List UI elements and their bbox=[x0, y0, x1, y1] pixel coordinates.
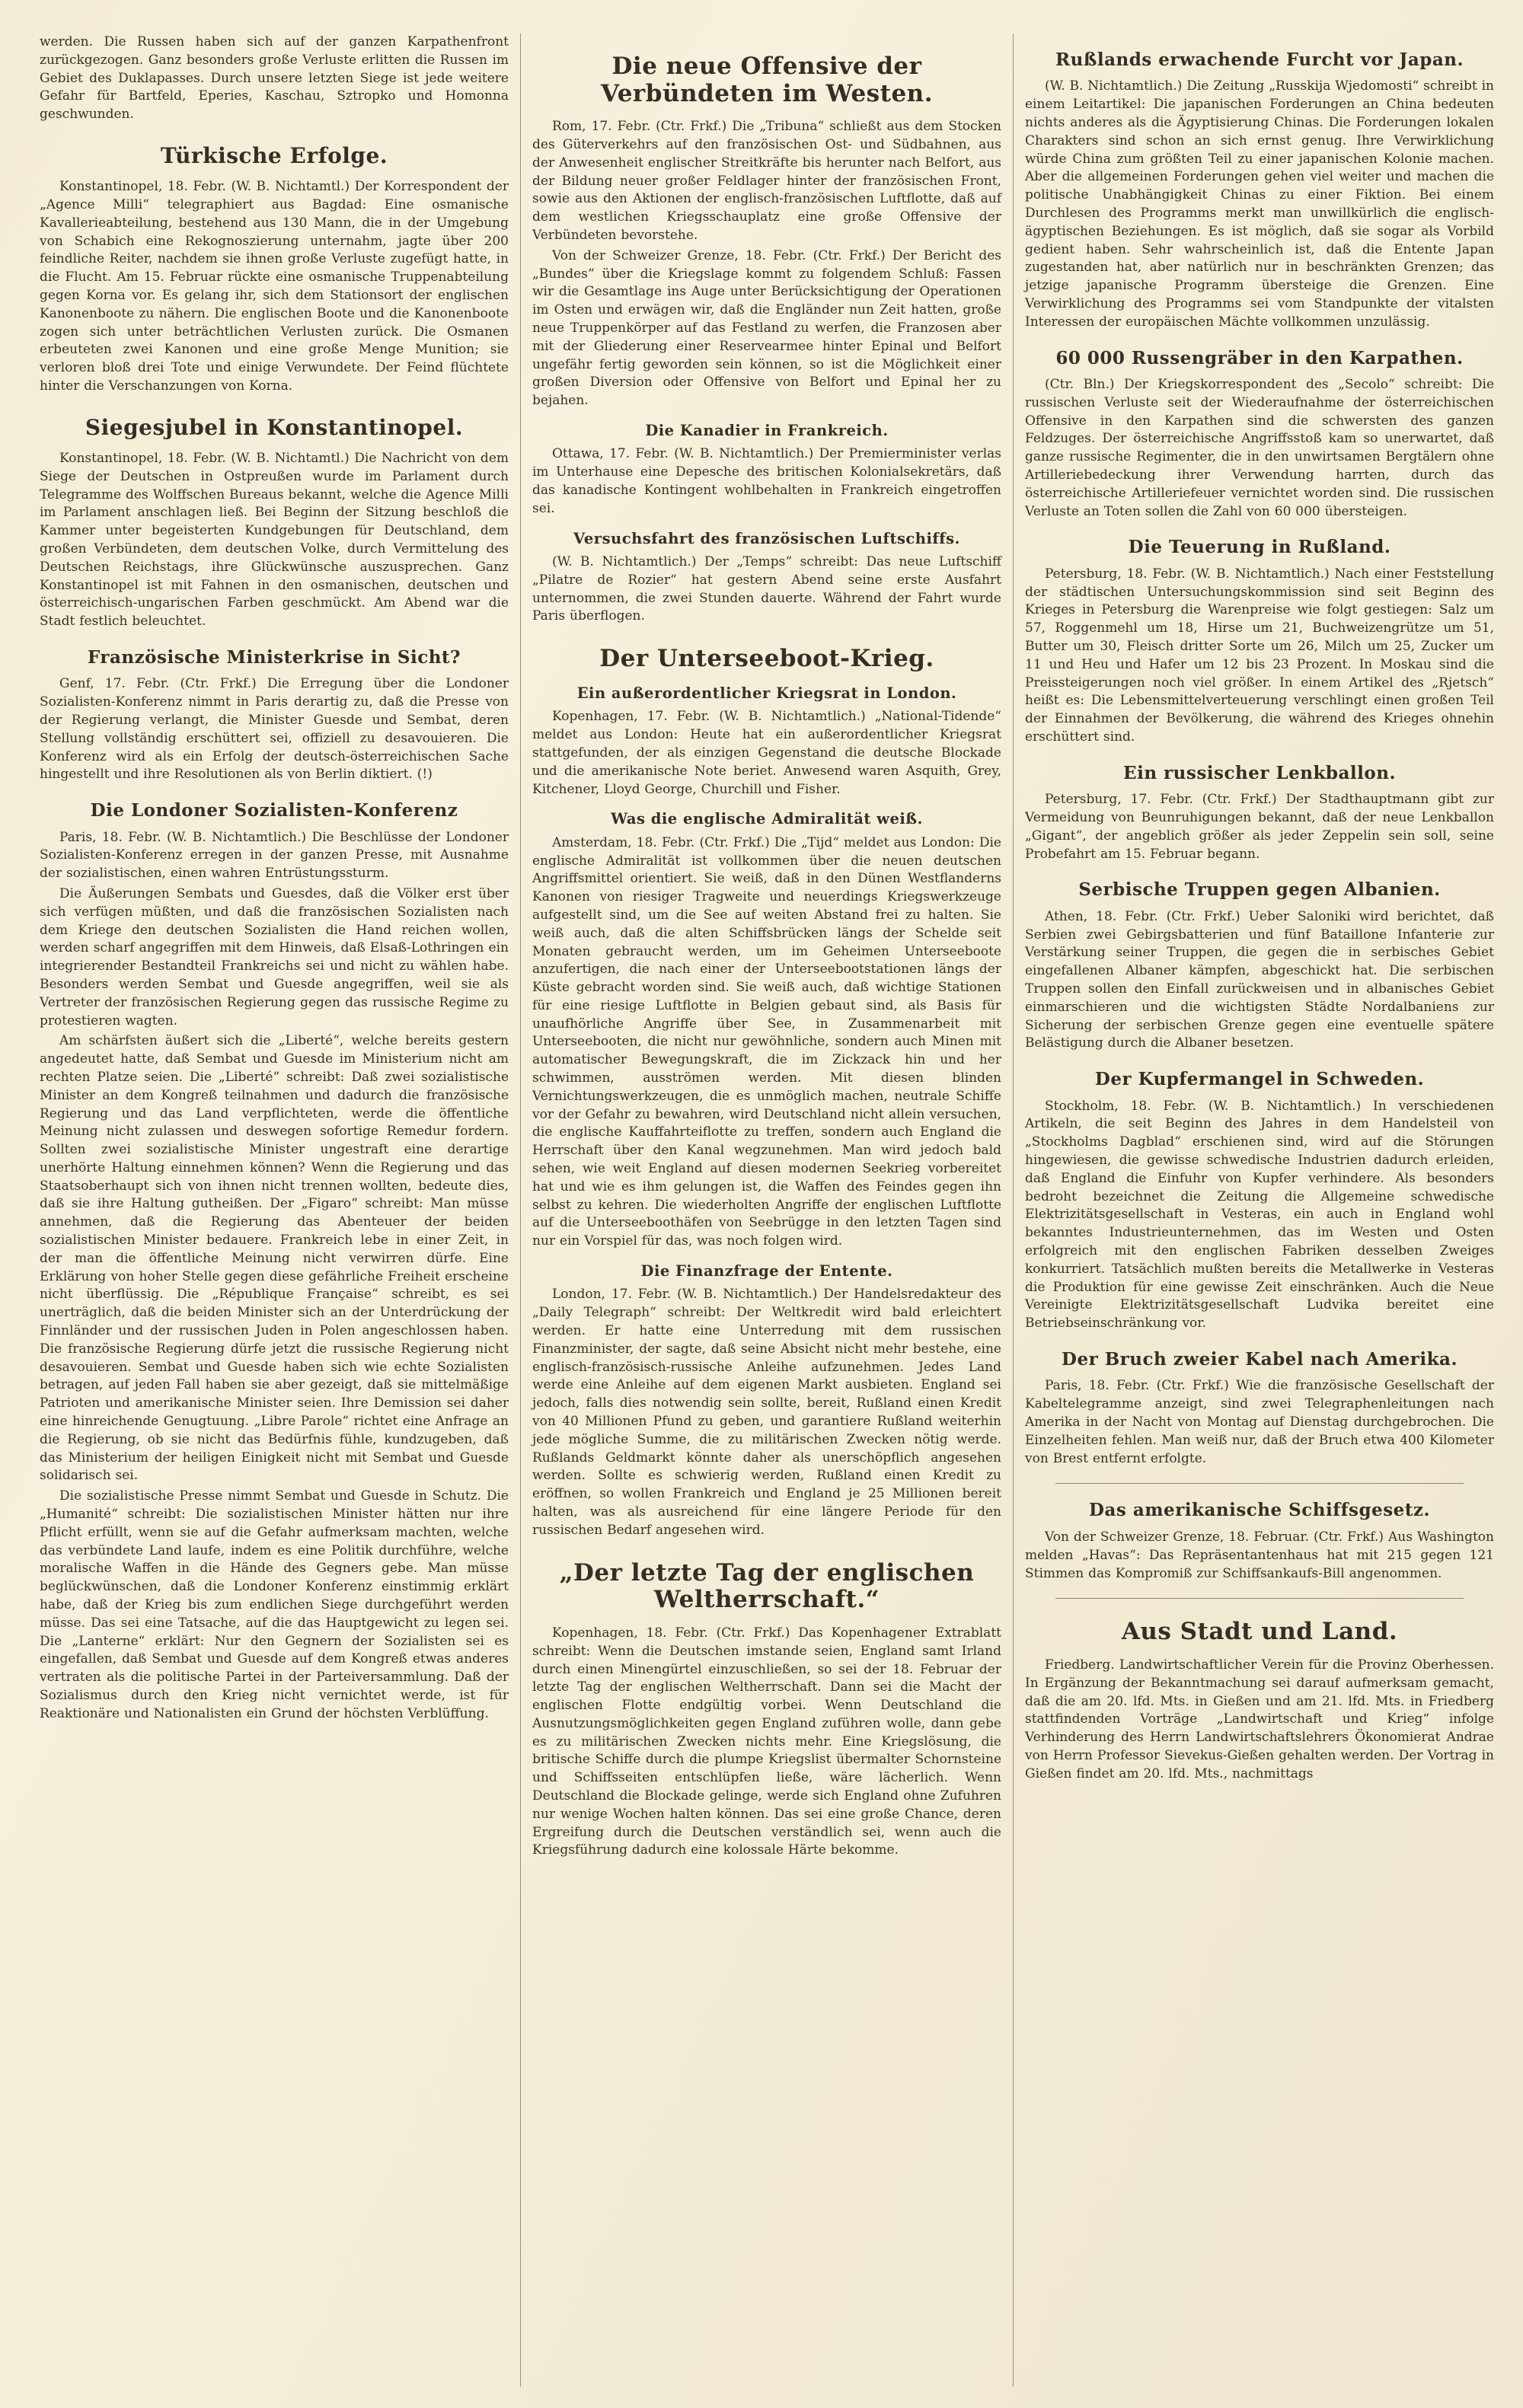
article-paragraph: Konstantinopel, 18. Febr. (W. B. Nichtamtl.) Die Nachricht von dem Siege der Deutschen in Ostpreußen wurde im Parlament durch Telegramme des Wolffschen Bureaus bekannt, welche die Agence Milli im Parlament anschlagen ließ. Bei Beginn der Sitzung beschloß die Kammer unter begeisterten Kundgebungen für Deutschland, dem großen Verbündeten, dem deutschen Volke, durch Vermittelung des Deutschen Reichstags, ihre Glückwünsche auszusprechen. Ganz Konstantinopel ist mit Fahnen in den osmanischen, deutschen und österreichisch-ungarischen Farben geschmückt. Am Abend war die Stadt festlich beleuchtet. bbox=[40, 450, 509, 630]
newspaper-column-right bbox=[1025, 33, 1494, 2387]
article-headline: „Der letzte Tag der englischen Weltherrschaft.“ bbox=[559, 1558, 975, 1614]
article-headline: Französische Ministerkrise in Sicht? bbox=[87, 646, 461, 668]
article-tuerkische-erfolge bbox=[40, 144, 509, 396]
article-englische-admiralitaet bbox=[532, 811, 1001, 1251]
article-paragraph: Von der Schweizer Grenze, 18. Febr. (Ctr. Frkf.) Der Bericht des „Bundes“ über die Kriegslage kommt zu folgendem Schluß: Fassen wir die Gesamtlage ins Auge unter Berücksichtigung der Operationen im Osten und erwägen wir, daß die Engländer nun Zeit hatten, große neue Truppenkörper auf das Festland zu werfen, die Franzosen aber mit der Gliederung einer Reservearmee hinter Epinal und Belfort ungefähr fertig geworden sein können, so ist die Möglichkeit einer großen Diversion oder Offensive von Belfort und Epinal her zu bejahen. bbox=[532, 247, 1001, 409]
article-headline: Aus Stadt und Land. bbox=[1121, 1618, 1398, 1646]
article-paragraph: Athen, 18. Febr. (Ctr. Frkf.) Ueber Saloniki wird berichtet, daß Serbien zwei Gebirgsbatterien und fünf Bataillone Infanterie zur Verstärkung seiner Truppen, die gegen die in serbisches Gebiet eingefallenen Albaner kämpfen, abgeschickt hat. Die serbischen Truppen sollen den Einfall zurückweisen und in albanisches Gebiet einmarschieren und die wichtigsten Städte Nordalbaniens zur Sicherung der serbischen Grenze gegen eine eventuelle spätere Belästigung durch die Albaner besetzen. bbox=[1025, 908, 1494, 1051]
newspaper-column-center bbox=[532, 33, 1001, 2387]
article-franzoesische-ministerkrise bbox=[40, 648, 509, 784]
article-paragraph: (W. B. Nichtamtlich.) Die Zeitung „Russkija Wjedomosti“ schreibt in einem Leitartikel: Die japanischen Forderungen an China bedeuten nichts anderes als die Ägyptisierung Chinas. Die Forderungen lokalen Charakters sind schon an sich ernst genug. Ihre Verwirklichung würde China zum größten Teil zu einer japanischen Kolonie machen. Aber die allgemeinen Forderungen gehen viel weiter und machen die politische Unabhängigkeit Chinas zu einer Fiktion. Bei einem Durchlesen des Programms merkt man unwillkürlich die englisch-ägyptischen Beziehungen. Es ist möglich, daß sie sogar als Vorbild gedient haben. Sehr wahrscheinlich ist, daß die Entente Japan zugestanden hat, aber natürlich nur in beschränkten Grenzen; das jetzige japanische Programm übersteige die Grenzen. Eine Verwirklichung des Programms sei vom Standpunkte der vitalsten Interessen der europäischen Mächte vollkommen unzulässig. bbox=[1025, 78, 1494, 330]
article-paragraph: Die Äußerungen Sembats und Guesdes, daß die Völker erst über sich verfügen müßten, und daß die französischen Sozialisten nach dem Kriege den deutschen Sozialisten die Hand reichen wollen, werden scharf angegriffen mit dem Hinweis, daß Elsaß-Lothringen ein integrierender Bestandteil Frankreichs sei und nicht zu wählen habe. Besonders werden Sembat und Guesde angegriffen, weil sie als Vertreter der französischen Regierung gegen das russische Regime zu protestieren wagten. bbox=[40, 885, 509, 1029]
article-paragraph: Paris, 18. Febr. (Ctr. Frkf.) Wie die französische Gesellschaft der Kabeltelegramme anzeigt, sind zwei Telegraphenleitungen nach Amerika in der Nacht von Montag auf Dienstag durchgebrochen. Die Einzelheiten fehlen. Man weiß nur, daß der Bruch etwa 400 Kilometer von Brest entfernt erfolgte. bbox=[1025, 1378, 1494, 1466]
article-headline: Die Kanadier in Frankreich. bbox=[645, 422, 889, 440]
article-teuerung-russland bbox=[1025, 537, 1494, 746]
section-rule bbox=[1055, 1483, 1464, 1484]
article-serbische-truppen-albanien bbox=[1025, 880, 1494, 1053]
article-neue-offensive-westen bbox=[532, 53, 1001, 410]
article-headline: Die Finanzfrage der Entente. bbox=[640, 1262, 893, 1281]
article-headline: Rußlands erwachende Furcht vor Japan. bbox=[1055, 49, 1464, 70]
article-paragraph: Genf, 17. Febr. (Ctr. Frkf.) Die Erregung über die Londoner Sozialisten-Konferenz nimmt in Paris derartig zu, daß die Presse von der Regierung verlangt, die Minister Guesde und Sembat, deren Stellung vollständig erschüttert sei, offiziell zu desavouieren. Die Konferenz wird als ein Erfolg der deutsch-österreichischen Sache hingestellt und ihre Resolutionen als von Berlin diktiert. (!) bbox=[40, 676, 509, 783]
article-paragraph: Stockholm, 18. Febr. (W. B. Nichtamtlich.) In verschiedenen Artikeln, die seit Beginn des Jahres in dem Handelsteil von „Stockholms Dagblad“ erschienen sind, wird auf die Störungen hingewiesen, die gewisse schwedische Industrien dadurch erleiden, daß England die Einfuhr von Kupfer verhindere. Als besonders bedroht bezeichnet die Zeitung die Allgemeine schwedische Elektrizitätsgesellschaft in Vesteras, ein auch in England wohl bekanntes Industrieunternehmen, das im Westen und Osten erfolgreich mit den englischen Fabriken desselben Zweiges konkurriert. Tatsächlich mußten bereits die Metallwerke in Vesteras die Produktion für eine gewisse Zeit einschränken. Auch die Neue Vereinigte Elektrizitätsgesellschaft Ludvika bereitet eine Betriebseinschränkung vor. bbox=[1025, 1098, 1494, 1332]
article-russlands-furcht-japan bbox=[1025, 50, 1494, 332]
article-continuation-karpathenfront bbox=[40, 33, 509, 124]
article-russischer-lenkballon bbox=[1025, 764, 1494, 864]
article-kanadier-frankreich bbox=[532, 423, 1001, 518]
article-paragraph: Amsterdam, 18. Febr. (Ctr. Frkf.) Die „Tijd“ meldet aus London: Die englische Admiralität ist vollkommen über die neuen deutschen Angriffsmittel orientiert. Sie weiß, daß in den Dünen Westflanderns Kanonen von riesiger Tragweite und neuerdings Kriegswerkzeuge aufgestellt sind, um die See auf weiten Abstand frei zu halten. Sie weiß auch, daß die alten Schiffsbrücken längs der Schelde seit Monaten gebraucht werden, um im Geheimen Unterseeboote anzufertigen, die nach einer der Unterseebootstationen längs der Küste gebracht worden sind. Sie weiß auch, daß wichtige Stationen für eine riesige Luftflotte in Belgien gebaut sind, als Basis für unaufhörliche Angriffe über See, in Zusammenarbeit mit Unterseebooten, die nicht nur gewöhnliche, sondern auch Minen mit automatischer Bewegungskraft, die im Zickzack hin und her schwimmen, ausströmen werden. Mit diesen blinden Vernichtungswerkzeugen, die es unmöglich machen, neutrale Schiffe vor der Gefahr zu bewahren, wird Deutschland nicht allein versuchen, die englische Kauffahrteiflotte zu treffen, sondern auch England die Herrschaft über den Kanal wegzunehmen. Man wird jedoch bald sehen, wie weit England auf diesen modernen Seekrieg vorbereitet hat und wie es ihm gelungen ist, die Waffen des Feindes gegen ihn selbst zu kehren. Die wiederholten Angriffe der englischen Luftflotte auf die Unterseeboothäfen von Seebrügge in den letzten Tagen sind nur ein Vorspiel für das, was noch folgen wird. bbox=[532, 834, 1001, 1249]
column-divider bbox=[1013, 33, 1014, 2387]
article-versuchsfahrt-luftschiff bbox=[532, 531, 1001, 627]
article-paragraph: Rom, 17. Febr. (Ctr. Frkf.) Die „Tribuna“ schließt aus dem Stocken des Güterverkehrs auf den französischen Ost- und Südbahnen, aus der Anwesenheit englischer Streitkräfte bis herunter nach Belfort, aus der Bildung neuer großer Feldlager hinter der französischen Front, sowie aus den Aktionen der englisch-französischen Luftflotte, daß auf dem westlichen Kriegsschauplatz eine große Offensive der Verbündeten bevorstehe. bbox=[532, 119, 1001, 244]
article-unterseeboot-krieg bbox=[532, 646, 1001, 673]
article-paragraph: Die sozialistische Presse nimmt Sembat und Guesde in Schutz. Die „Humanité“ schreibt: Die sozialistischen Minister hätten nur ihre Pflicht erfüllt, wenn sie auf die Gefahr aufmerksam machten, welche das verbündete Land laufe, indem es eine Politik durchführe, welche moralische Waffen in die Hände des Gegners gebe. Man müsse beglückwünschen, daß die Londoner Konferenz einstimmig erklärt habe, daß der Krieg bis zum endlichen Siege durchgeführt werden müsse. Das sei eine Tatsache, auf die das Hauptgewicht zu legen sei. Die „Lanterne“ erklärt: Nur den Gegnern der Sozialisten sei es eingefallen, daß Sembat und Guesde auf dem Kongreß etwas anderes vertraten als die politische Partei in der Parteiversammlung. Daß der Sozialismus durch den Krieg nicht vernichtet werde, ist für Reaktionäre und Nationalisten ein Grund der höchsten Verblüffung. bbox=[40, 1488, 509, 1721]
article-letzter-tag-weltherrschaft bbox=[532, 1560, 1001, 1861]
article-headline: Der Kupfermangel in Schweden. bbox=[1094, 1069, 1425, 1090]
article-aus-stadt-und-land bbox=[1025, 1598, 1494, 1783]
article-headline: Ein russischer Lenkballon. bbox=[1123, 762, 1396, 783]
article-headline: 60 000 Russengräber in den Karpathen. bbox=[1055, 347, 1464, 368]
article-paragraph: Kopenhagen, 18. Febr. (Ctr. Frkf.) Das Kopenhagener Extrablatt schreibt: Wenn die Deutschen imstande seien, England samt Irland durch einen Minengürtel einzuschließen, so sei der 18. Februar der letzte Tag der englischen Weltherrschaft. Dann sei die Macht der englischen Flotte endgültig vorbei. Wenn Deutschland die Ausnutzungsmöglichkeiten gegen England zuführen wolle, dann gebe es zu militärischen Zwecken nichts mehr. Eine Kriegslösung, die britische Schiffe durch die plumpe Kriegslist übermalter Schornsteine und Schiffsseiten entschlüpfen ließe, wäre lächerlich. Wenn Deutschland die Blockade gelinge, werde sich England ohne Zufuhren nur wenige Wochen halten können. Das sei eine große Chance, deren Ergreifung durch die Deutschen verständlich sei, wenn auch die Kriegsführung dadurch eine kolossale Härte bekomme. bbox=[532, 1625, 1001, 1858]
article-paragraph: Am schärfsten äußert sich die „Liberté“, welche bereits gestern angedeutet hatte, daß Sembat und Guesde im Ministerium nicht am rechten Platze seien. Die „Liberté“ schreibt: Daß zwei sozialistische Minister an dem Kongreß teilnahmen und dadurch die französische Regierung und das Land verpflichteten, werde die öffentliche Meinung nicht zulassen und deswegen sofortige Remedur fordern. Sollten zwei sozialistische Minister ungestraft eine derartige unerhörte Haltung einnehmen können? Wenn die Regierung und das Staatsoberhaupt sich von ihnen nicht trennen wollten, bedeute dies, daß sie ihre Haltung gutheißen. Der „Figaro“ schreibt: Man müsse annehmen, daß die Regierung das Abenteuer der beiden sozialistischen Minister bedauere. Frankreich lebe in einer Zeit, in der man die öffentliche Meinung nicht verwirren dürfe. Eine Erklärung von hoher Stelle gegen diese gefährliche Freiheit erscheine nicht überflüssig. Die „République Française“ schreibt, es sei unerträglich, daß die beiden Minister sich an der Unterdrückung der Finnländer und der russischen Juden in Polen angeschlossen haben. Die französische Regierung dürfe jetzt die russische Regierung nicht desavouieren. Sembat und Guesde haben sich wie echte Sozialisten betragen, auf jeden Fall haben sie aber gezeigt, daß sie mittelmäßige Patrioten und amerikanische Minister seien. Ihre Demission sei daher eine hinreichende Genugtuung. „Libre Parole“ richtet eine Anfrage an die Regierung, ob sie nicht das Bedürfnis fühle, kundzugeben, daß das Ministerium der heiligen Einigkeit nicht mit Sembat und Guesde solidarisch sei. bbox=[40, 1033, 509, 1484]
article-kriegsrat-london bbox=[532, 685, 1001, 799]
article-headline: Was die englische Admiralität weiß. bbox=[611, 810, 923, 828]
article-headline: Das amerikanische Schiffsgesetz. bbox=[1089, 1500, 1430, 1521]
article-amerikanisches-schiffsgesetz bbox=[1025, 1483, 1494, 1583]
newspaper-column-left bbox=[40, 33, 509, 2387]
article-russengraeber-karpathen bbox=[1025, 349, 1494, 521]
article-paragraph: (W. B. Nichtamtlich.) Der „Temps“ schreibt: Das neue Luftschiff „Pilatre de Rozier“ hat gestern Abend seine erste Ausfahrt unternommen, die zwei Stunden dauerte. Während der Fahrt wurde Paris überflogen. bbox=[532, 554, 1001, 624]
article-finanzfrage-entente bbox=[532, 1263, 1001, 1540]
article-headline: Serbische Truppen gegen Albanien. bbox=[1078, 879, 1441, 901]
section-rule bbox=[1055, 1598, 1464, 1599]
article-kabelbruch-amerika bbox=[1025, 1350, 1494, 1468]
article-paragraph: London, 17. Febr. (W. B. Nichtamtlich.) Der Handelsredakteur des „Daily Telegraph“ schreibt: Der Weltkredit wird bald erleichtert werden. Er hatte eine Unterredung mit dem russischen Finanzminister, der sagte, daß seine Absicht nicht mehr bestehe, eine englisch-französisch-russische Anleihe aufzunehmen. Jedes Land werde eine Anleihe auf dem eigenen Markt ausbieten. England sei jedoch, falls dies notwendig sein sollte, bereit, Rußland einen Kredit von 40 Millionen Pfund zu geben, und garantiere Rußland weiterhin jede mögliche Summe, die zu militärischen Zwecken nötig werde. Rußlands Geldmarkt könnte daher als unerschöpflich angesehen werden. Sollte es schwierig werden, Rußland einen Kredit zu eröffnen, so wollen Frankreich und England je 25 Millionen bereit halten, was als ausreichend für eine längere Periode für den russischen Bedarf angesehen wird. bbox=[532, 1287, 1001, 1538]
article-paragraph: (Ctr. Bln.) Der Kriegskorrespondent des „Secolo“ schreibt: Die russischen Verluste seit der Wiederaufnahme der österreichischen Offensive in den Karpathen sind die schwersten des ganzen Feldzuges. Der österreichische Angriffsstoß kam so unerwartet, daß ganze russische Regimenter, die in den unwirtsamen Bergtälern ohne Artilleriebedeckung ihrer Verwendung harrten, durch das österreichische Artilleriefeuer vernichtet worden sind. Die russischen Verluste an Toten sollen die Zahl von 60 000 übersteigen. bbox=[1025, 377, 1494, 519]
article-kupfermangel-schweden bbox=[1025, 1070, 1494, 1333]
article-paragraph: Petersburg, 18. Febr. (W. B. Nichtamtlich.) Nach einer Feststellung der städtischen Untersuchungskommission sind seit Beginn des Krieges in Petersburg die Warenpreise wie folgt gestiegen: Salz um 57, Roggenmehl um 18, Hirse um 21, Buchweizengrütze um 51, Butter um 30, Fleisch dritter Sorte um 26, Milch um 25, Zucker um 11 und Heu und Hafer um 12 bis 23 Prozent. In Moskau sind die Preissteigerungen noch viel größer. In einem Artikel des „Rjetsch“ heißt es: Die Lebensmittelverteuerung verschlingt einen großen Teil der Einnahmen der Bevölkerung, die während des Krieges ohnehin erschüttert sind. bbox=[1025, 566, 1494, 745]
article-headline: Die neue Offensive der Verbündeten im Westen. bbox=[601, 53, 933, 107]
article-headline: Siegesjubel in Konstantinopel. bbox=[85, 414, 464, 440]
article-headline: Der Bruch zweier Kabel nach Amerika. bbox=[1062, 1349, 1458, 1370]
article-paragraph: Petersburg, 17. Febr. (Ctr. Frkf.) Der Stadthauptmann gibt zur Vermeidung von Beunruhigungen bekannt, daß der neue Lenkballon „Gigant“, der angeblich größer als jeder Zeppelin sein soll, seine Probefahrt am 15. Februar begann. bbox=[1025, 792, 1494, 862]
article-headline: Der Unterseeboot-Krieg. bbox=[599, 645, 934, 673]
article-paragraph: Kopenhagen, 17. Febr. (W. B. Nichtamtlich.) „National-Tidende“ meldet aus London: Heute hat ein außerordentlicher Kriegsrat stattgefunden, der als einzigen Gegenstand die deutsche Blockade und die amerikanische Note beriet. Anwesend waren Asquith, Grey, Kitchener, Lloyd George, Churchill und Fisher. bbox=[532, 709, 1001, 797]
article-paragraph: Von der Schweizer Grenze, 18. Februar. (Ctr. Frkf.) Aus Washington melden „Havas“: Das Repräsentantenhaus hat mit 215 gegen 121 Stimmen das Kompromiß zur Schiffsankaufs-Bill angenommen. bbox=[1025, 1529, 1494, 1581]
article-siegesjubel-konstantinopel bbox=[40, 416, 509, 631]
article-paragraph: werden. Die Russen haben sich auf der ganzen Karpathenfront zurückgezogen. Ganz besonders große Verluste erlitten die Russen im Gebiet des Duklapasses. Durch unsere letzten Siege ist jede weitere Gefahr für Bartfeld, Eperies, Kaschau, Sztropko und Homonna geschwunden. bbox=[40, 34, 509, 123]
article-headline: Die Londoner Sozialisten-Konferenz bbox=[90, 800, 458, 821]
article-paragraph: Ottawa, 17. Febr. (W. B. Nichtamtlich.) Der Premierminister verlas im Unterhause eine Depesche des britischen Kolonialsekretärs, daß das kanadische Kontingent wohlbehalten in Frankreich eingetroffen sei. bbox=[532, 446, 1001, 516]
article-headline: Ein außerordentlicher Kriegsrat in London. bbox=[576, 684, 957, 702]
article-londoner-sozialisten-konferenz bbox=[40, 801, 509, 1723]
article-paragraph: Konstantinopel, 18. Febr. (W. B. Nichtamtl.) Der Korrespondent der „Agence Milli“ telegraphiert aus Bagdad: Eine osmanische Kavallerieabteilung, bestehend aus 130 Mann, die in der Umgebung von Schabich eine Rekognoszierung unternahm, jagte über 200 feindliche Reiter, nachdem sie ihnen große Verluste zugefügt hatte, in die Flucht. Am 15. Februar rückte eine osmanische Truppenabteilung gegen Korna vor. Es gelang ihr, sich dem Stationsort der englischen Kanonenboote zu nähern. Die englischen Boote und die Kanonenboote zogen sich unter beträchtlichen Verlusten zurück. Die Osmanen erbeuteten zwei Kanonen und eine große Menge Munition; sie verloren bloß drei Tote und einige Verwundete. Der Feind flüchtete hinter die Verschanzungen von Korna. bbox=[40, 179, 509, 394]
article-headline: Türkische Erfolge. bbox=[160, 142, 388, 168]
article-headline: Die Teuerung in Rußland. bbox=[1128, 537, 1391, 558]
column-divider bbox=[520, 33, 521, 2387]
article-headline: Versuchsfahrt des französischen Luftschiffs. bbox=[573, 529, 960, 547]
article-paragraph: Friedberg. Landwirtschaftlicher Verein für die Provinz Oberhessen. In Ergänzung der Bekanntmachung sei darauf aufmerksam gemacht, daß die am 20. lfd. Mts. in Gießen und am 21. lfd. Mts. in Friedberg stattfindenden Vorträge „Landwirtschaft und Krieg“ infolge Verhinderung des Herrn Landwirtschaftslehrers Ökonomierat Andrae von Herrn Professor Sievekus-Gießen gehalten werden. Der Vortrag in Gießen findet am 20. lfd. Mts., nachmittags bbox=[1025, 1657, 1494, 1781]
article-paragraph: Paris, 18. Febr. (W. B. Nichtamtlich.) Die Beschlüsse der Londoner Sozialisten-Konferenz erregen in der ganzen Presse, mit Ausnahme der sozialistischen, einen wahren Entrüstungssturm. bbox=[40, 829, 509, 882]
